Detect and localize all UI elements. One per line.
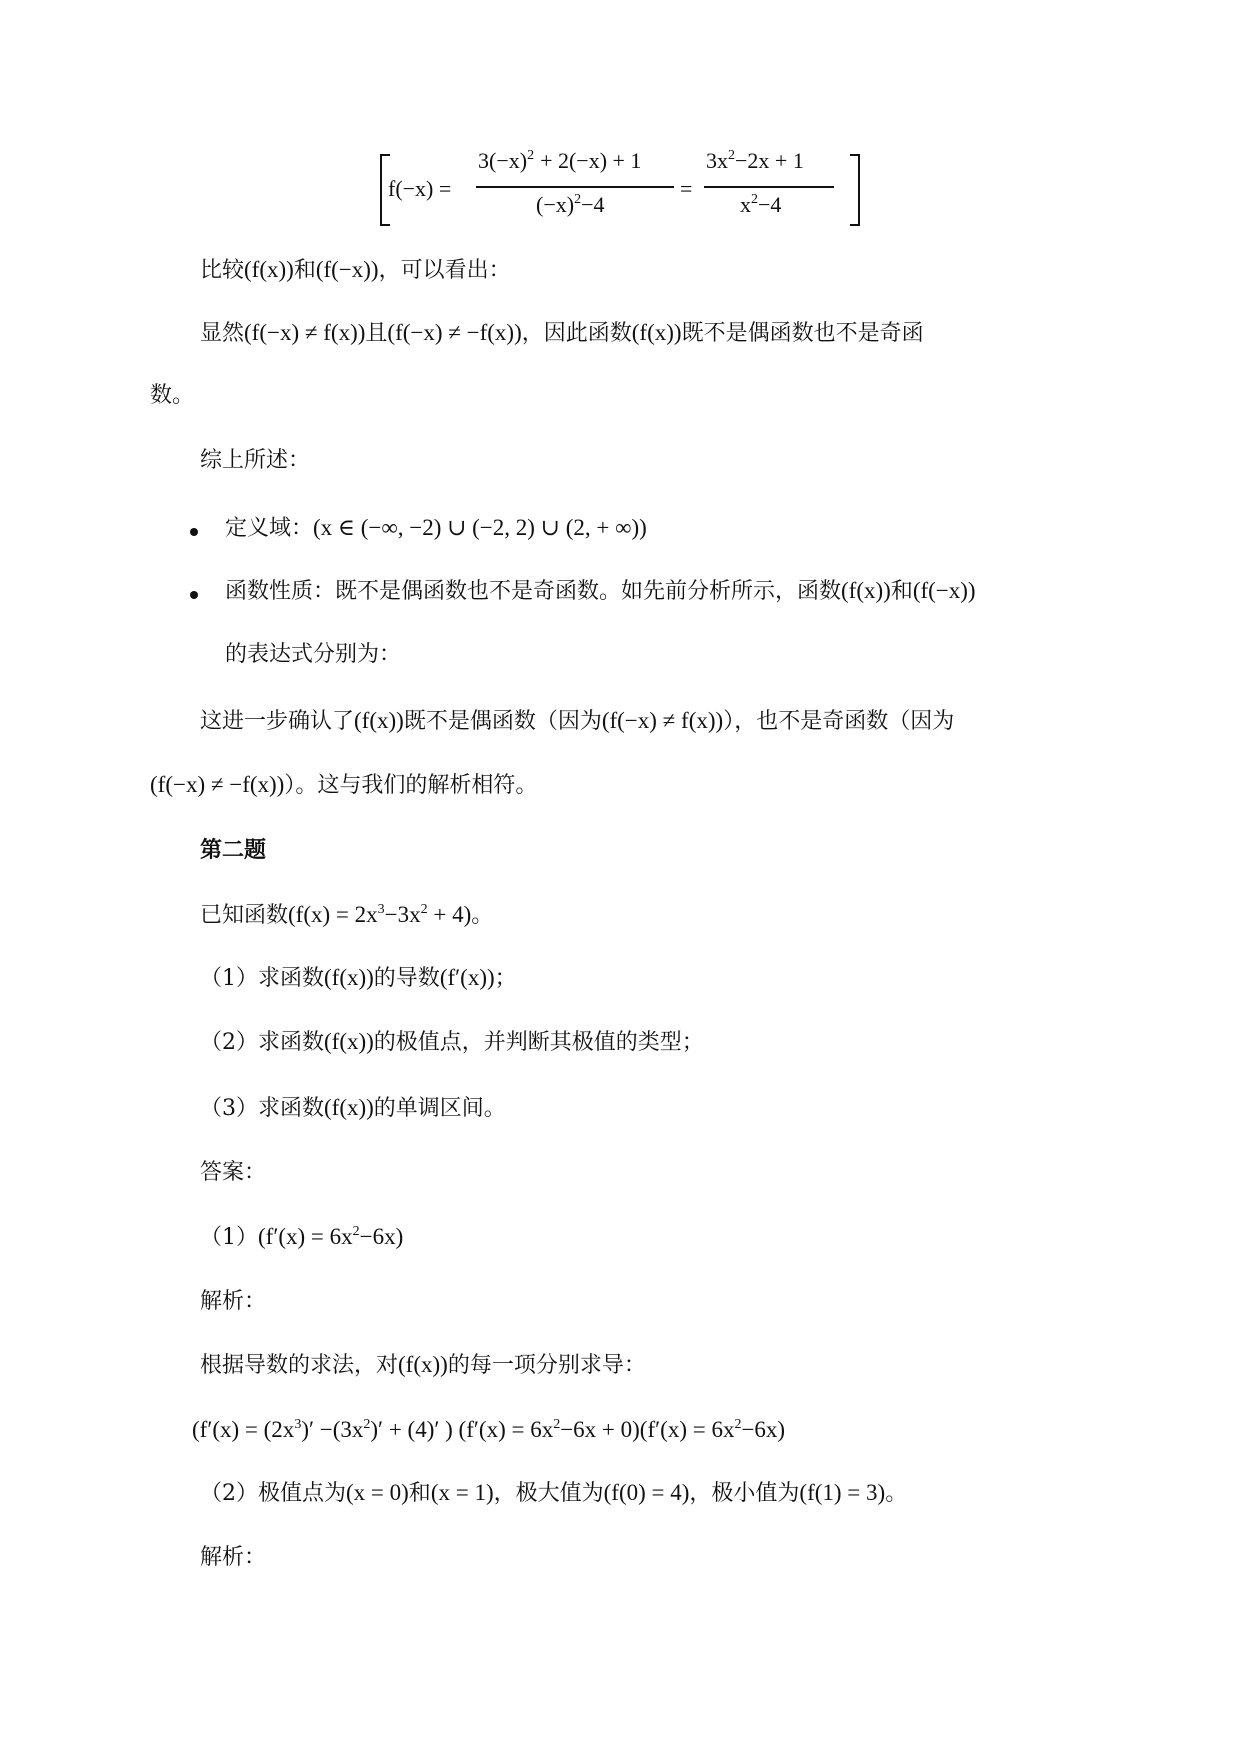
fraction1-bar <box>476 186 674 188</box>
paragraph-conclusion-line2: 数。 <box>150 383 195 408</box>
analysis-label-1: 解析： <box>200 1289 267 1314</box>
equals-sign: = <box>680 176 693 201</box>
bullet-properties-line1: 函数性质：既不是偶函数也不是奇函数。如先前分析所示，函数(f(x))和(f(−x)) <box>225 578 976 604</box>
bullet-domain: 定义域：(x ∈ (−∞, −2) ∪ (−2, 2) ∪ (2, + ∞)) <box>225 515 647 541</box>
question-3: （3）求函数(f(x))的单调区间。 <box>200 1095 506 1121</box>
question-1: （1）求函数(f(x))的导数(f′(x))； <box>200 965 517 991</box>
section-heading: 第二题 <box>200 837 267 863</box>
equation-lhs: f(−x) = <box>388 176 452 201</box>
question-2: （2）求函数(f(x))的极值点，并判断其极值的类型； <box>200 1029 704 1055</box>
answer-label: 答案： <box>200 1160 267 1185</box>
fraction2-bar <box>704 186 834 188</box>
fraction1-denominator: $(-x)^2-4$ <box>536 192 605 217</box>
question-statement: 已知函数$(f(x) = 2x^3-3x^2 + 4)$。 <box>200 902 494 928</box>
paragraph-summary: 综上所述： <box>200 448 311 473</box>
derivative-steps: ($f'(x) = (2x^3)' -(3x^2)' + (4)'$ ) $(f'(x) = 6x^2-6x + 0)(f'(x) = 6x^2-6x)$ <box>192 1417 786 1442</box>
analysis-label-2: 解析： <box>200 1545 267 1570</box>
paragraph-confirm-line2: (f(−x) ≠ −f(x))）。这与我们的解析相符。 <box>150 772 538 798</box>
fraction1-numerator: $3(-x)^2 + 2(-x) + 1$ <box>478 148 642 173</box>
paragraph-derivative-method: 根据导数的求法，对(f(x))的每一项分别求导： <box>200 1352 646 1378</box>
bullet-properties-line2: 的表达式分别为： <box>225 642 402 667</box>
answer-1: $(1)(f'(x) = 6x^2-6x)$ <box>200 1224 404 1250</box>
paragraph-compare: 比较(f(x))和(f(−x))，可以看出： <box>200 257 511 283</box>
bullet-icon <box>190 591 198 599</box>
paragraph-confirm-line1: 这进一步确认了(f(x))既不是偶函数（因为(f(−x) ≠ f(x))），也不是奇函数（因为 <box>200 708 955 734</box>
fraction2-numerator: $3x^2-2x + 1$ <box>706 148 804 173</box>
equation <box>380 146 860 226</box>
fraction2-denominator: $x^2-4$ <box>740 192 782 217</box>
paragraph-conclusion-line1: 显然(f(−x) ≠ f(x))且(f(−x) ≠ −f(x))，因此函数(f(x))既不是偶函数也不是奇函 <box>200 320 924 346</box>
right-bracket <box>850 154 860 226</box>
answer-2: （2）极值点为(x = 0)和(x = 1)，极大值为(f(0) = 4)，极小值为(f(1) = 3)。 <box>200 1480 908 1506</box>
bullet-icon <box>190 528 198 536</box>
